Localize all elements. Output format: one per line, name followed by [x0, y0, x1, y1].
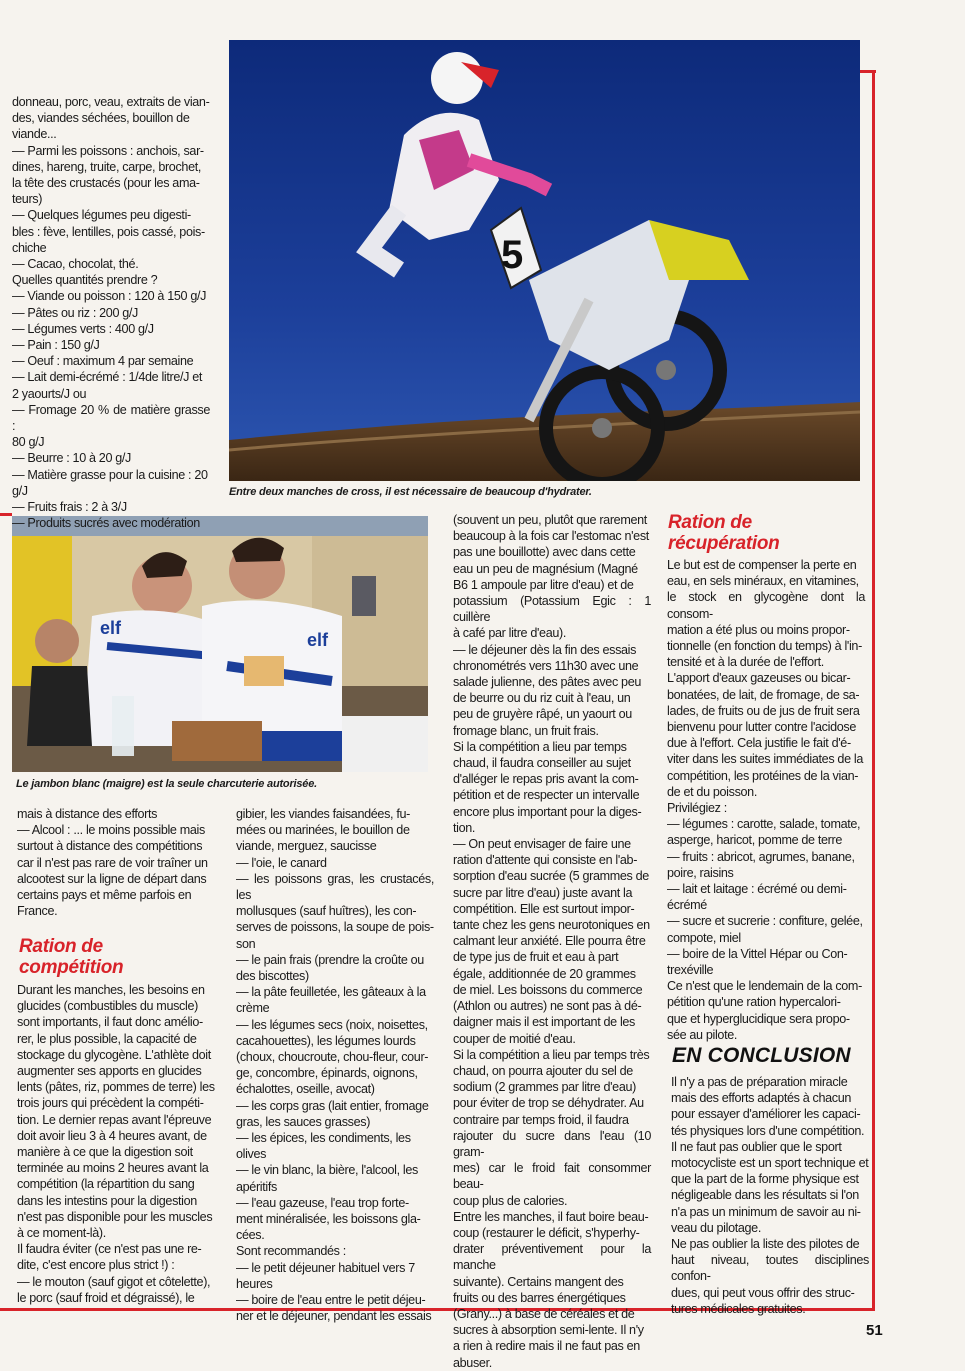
text-line: — l'oie, le canard [236, 855, 327, 870]
text-line: fromage blanc, un fruit frais. [453, 723, 599, 738]
text-line: teurs) [12, 192, 43, 207]
column-c [453, 512, 651, 1371]
text-line: serves de poissons, la soupe de pois- [236, 920, 434, 935]
column-a-competition [17, 982, 215, 1306]
text-line: à café par litre d'eau). [453, 626, 567, 641]
text-line: de type jus de fruit et eau à part [453, 950, 619, 965]
text-line: drater préventivement pour la manche [453, 1242, 651, 1273]
text-line: — les légumes secs (noix, noisettes, [236, 1017, 428, 1032]
text-line: coup plus de calories. [453, 1193, 568, 1208]
text-line: à ce moment-là). [17, 1226, 106, 1241]
text-line: n'a pas un minimum de savoir au ni- [671, 1204, 861, 1219]
text-line: — On peut envisager de faire une [453, 837, 631, 852]
text-line: potassium (Potassium Egic : 1 cuillère [453, 594, 651, 625]
column-d [667, 557, 865, 1043]
text-line: apéritifs [236, 1179, 277, 1194]
text-line: veau du pilotage. [671, 1220, 761, 1235]
text-line: — les corps gras (lait entier, fromage [236, 1098, 429, 1113]
text-line: — le mouton (sauf gigot et côtelette), [17, 1274, 211, 1289]
text-line: sucre par litre d'eau) juste avant la [453, 885, 633, 900]
text-line: tante chez les gens neurotoniques en [453, 918, 650, 933]
motocross-illustration [229, 40, 860, 481]
text-line: augmenter ses apports en glucides [17, 1064, 202, 1079]
text-line: tures médicales gratuites. [671, 1301, 806, 1316]
text-line: olives [236, 1147, 267, 1162]
text-line: pas une bouillotte) avec dans cette [453, 545, 636, 560]
page-number: 51 [866, 1322, 883, 1339]
text-line: donneau, porc, veau, extraits de vian- [12, 95, 210, 109]
text-line: poire, raisins [667, 865, 734, 880]
text-line: gibier, les viandes faisandées, fu- [236, 807, 410, 821]
text-line: que la part de la forme physique est [671, 1172, 859, 1187]
text-line: — le déjeuner dès la fin des essais [453, 642, 637, 657]
text-line: — Lait demi-écrémé : 1/4de litre/J et [12, 370, 203, 385]
text-line: — Beurre : 10 à 20 g/J [12, 451, 132, 466]
text-line: — Légumes verts : 400 g/J [12, 321, 154, 336]
text-line: mées ou marinées, le bouillon de [236, 823, 410, 838]
column-a-bottom [17, 806, 215, 919]
caption-riders: Le jambon blanc (maigre) est la seule charcuterie autorisée. [16, 778, 318, 790]
text-line: de beurre ou du riz cuit à l'eau, un [453, 691, 631, 706]
text-line: (choux, choucroute, chou-fleur, cour- [236, 1050, 429, 1065]
text-line: Le but est de compenser la perte en [667, 558, 857, 572]
text-line: ration d'attente qui consiste en l'ab- [453, 853, 638, 868]
text-line: L'apport d'eaux gazeuses ou bicar- [667, 671, 851, 686]
heading-competition [19, 936, 123, 978]
motocross-photo [229, 40, 860, 481]
text-line: — Quelques légumes peu digesti- [12, 208, 191, 223]
text-line: — Produits sucrés avec modération [12, 516, 200, 531]
column-d-conclusion [671, 1074, 869, 1317]
text-line: suivante). Certains mangent des [453, 1274, 624, 1289]
text-line: d'alléger le repas pris avant la com- [453, 772, 639, 787]
text-line: — légumes : carotte, salade, tomate, [667, 817, 861, 832]
text-line: abuser. [453, 1355, 492, 1370]
text-line: lents (pâtes, riz, pommes de terre) les [17, 1080, 215, 1095]
text-line: pétition et de respecter un intervalle [453, 788, 640, 803]
text-line: — lait et laitage : écrémé ou demi- [667, 882, 847, 897]
text-line: — le pain frais (prendre la croûte ou [236, 952, 424, 967]
text-line: — Pain : 150 g/J [12, 338, 100, 353]
text-line: compétition (la répartition du sang [17, 1177, 195, 1192]
text-line: fruits ou des barres énergétiques [453, 1290, 626, 1305]
text-line: ner et le déjeuner, pendant les essais [236, 1309, 432, 1324]
text-line: ment minéralisée, les boissons gla- [236, 1212, 421, 1227]
text-line: — Alcool : ... le moins possible mais [17, 823, 205, 838]
text-line: certains pays et même parfois en [17, 888, 192, 903]
text-line: contraire par temps froid, il faudra [453, 1112, 629, 1127]
text-line: des biscottes) [236, 969, 309, 984]
text-line: égale, additionnée de 20 grammes [453, 966, 636, 981]
text-line: (Grany...) à base de céréales et de [453, 1306, 635, 1321]
text-line: salade julienne, des pâtes avec peu [453, 675, 641, 690]
text-line: Il n'y a pas de préparation miracle [671, 1075, 848, 1089]
text-line: B6 1 ampoule par litre d'eau) et de [453, 577, 634, 592]
text-line: compétition. Elle est surtout impor- [453, 901, 635, 916]
text-line: encore plus important pour la diges- [453, 804, 642, 819]
text-line: chronométrés vers 11h30 avec une [453, 658, 639, 673]
heading-line: compétition [19, 957, 124, 978]
text-line: due à l'effort. Cela justifie le fait d'é- [667, 736, 851, 751]
column-a-top [12, 94, 210, 531]
text-line: (souvent un peu, plutôt que rarement [453, 513, 647, 527]
text-line: chaud, on pourra ajouter du sel de [453, 1063, 633, 1078]
text-line: bonatées, de lait, de fromage, de sa- [667, 687, 860, 702]
text-line: terminée au moins 2 heures avant la [17, 1161, 209, 1176]
text-line: des, viandes séchées, bouillon de [12, 111, 190, 126]
text-line: sorption d'eau sucrée (5 grammes de [453, 869, 649, 884]
text-line: — Oeuf : maximum 4 par semaine [12, 354, 194, 369]
text-line: — Pâtes ou riz : 200 g/J [12, 305, 138, 320]
text-line: sée au pilote. [667, 1027, 738, 1042]
text-line: tion. [453, 820, 476, 835]
text-line: sont importants, il faut donc amélio- [17, 1015, 203, 1030]
text-line: rer, le plus possible, la capacité de [17, 1031, 197, 1046]
text-line: lades, de fruits ou de jus de fruit sera [667, 703, 860, 718]
text-line: négligeable dans les résultats si l'on [671, 1188, 859, 1203]
text-line: n'est pas disponible pour les muscles [17, 1209, 213, 1224]
text-line: — fruits : abricot, agrumes, banane, [667, 849, 855, 864]
text-line: bienvenu pour lutter contre l'acidose [667, 720, 856, 735]
text-line: a rien à redire mais il ne faut pas en [453, 1339, 640, 1354]
text-line: alcootest sur la ligne de départ dans [17, 871, 207, 886]
bike-number: 5 [501, 233, 524, 277]
text-line: daigner mais il est important de les [453, 1015, 635, 1030]
text-line: ge, concombre, épinards, oignons, [236, 1066, 418, 1081]
column-b [236, 806, 434, 1325]
heading-conclusion: EN CONCLUSION [672, 1044, 851, 1067]
text-line: — le vin blanc, la bière, l'alcool, les [236, 1163, 418, 1178]
svg-text:elf: elf [100, 618, 122, 638]
heading-line: Ration de [19, 936, 103, 957]
text-line: — Parmi les poissons : anchois, sar- [12, 143, 204, 158]
frame-line-right [872, 70, 875, 1310]
text-line: heures [236, 1276, 273, 1291]
text-line: mollusques (sauf huîtres), les con- [236, 904, 417, 919]
text-line: coup (restaurer le déficit, s'hyperhy- [453, 1225, 640, 1240]
text-line: dite, c'est encore plus strict !) : [17, 1258, 175, 1273]
text-line: mais à distance des efforts [17, 807, 158, 821]
text-line: — le petit déjeuner habituel vers 7 [236, 1260, 415, 1275]
text-line: sucres à absorption semi-lente. Il n'y [453, 1323, 644, 1338]
text-line: son [236, 936, 256, 951]
text-line: viter dans les suites immédiates de la [667, 752, 863, 767]
text-line: — boire de l'eau entre le petit déjeu- [236, 1293, 426, 1308]
text-line: Ce n'est que le lendemain de la com- [667, 979, 862, 994]
text-line: le porc (sauf froid et dégraissé), le [17, 1290, 195, 1305]
text-line: Il faudra éviter (ce n'est pas une re- [17, 1242, 202, 1257]
text-line: — Fruits frais : 2 à 3/J [12, 500, 127, 515]
text-line: pour éviter de trop se déhydrater. Au [453, 1096, 644, 1111]
text-line: mation a été plus ou moins propor- [667, 622, 850, 637]
text-line: dues, qui peut vous offrir des struc- [671, 1285, 855, 1300]
text-line: eau, en sels minéraux, en vitamines, [667, 574, 859, 589]
text-line: tion. Le dernier repas avant l'épreuve [17, 1112, 212, 1127]
riders-illustration [12, 516, 428, 772]
text-line: mes) car le froid fait consommer beau- [453, 1161, 651, 1192]
text-line: crème [236, 1001, 270, 1016]
text-line: cacahouettes), les légumes lourds [236, 1033, 416, 1048]
heading-line: Ration de [668, 512, 752, 533]
text-line: motocycliste est un sport technique et [671, 1156, 869, 1171]
text-line: surtout à distance des compétitions [17, 839, 203, 854]
text-line: France. [17, 904, 58, 919]
text-line: — boire de la Vittel Hépar ou Con- [667, 946, 848, 961]
riders-photo [12, 516, 428, 772]
text-line: le stock en glycogène dont la consom- [667, 590, 865, 621]
text-line: — Fromage 20 % de matière grasse : [12, 402, 210, 434]
text-line: bles : fève, lentilles, pois cassé, pois- [12, 224, 205, 239]
text-line: dans les intestins pour la digestion [17, 1193, 197, 1208]
text-line: (Athlon ou autres) ne sont pas à dé- [453, 999, 642, 1014]
text-line: pour essayer d'améliorer les capaci- [671, 1107, 861, 1122]
text-line: compétition, les protéines de la vian- [667, 768, 859, 783]
text-line: trexéville [667, 963, 714, 978]
text-line: tés physiques lors d'une compétition. [671, 1123, 865, 1138]
text-line: stockage du glycogène. L'athlète doit [17, 1047, 211, 1062]
text-line: calmant leur anxiété. Elle pourra être [453, 934, 646, 949]
text-line: glucides (combustibles du muscle) [17, 999, 198, 1014]
text-line: tensité et à la durée de l'effort. [667, 655, 824, 670]
text-line: Il ne faut pas oublier que le sport [671, 1139, 842, 1154]
text-line: eau un peu de magnésium (Magné [453, 561, 638, 576]
text-line: viande, merguez, saucisse [236, 839, 377, 854]
text-line: — Viande ou poisson : 120 à 150 g/J [12, 289, 207, 304]
text-line: — sucre et sucrerie : confiture, gelée, [667, 914, 863, 929]
text-line: de et du poisson. [667, 784, 757, 799]
text-line: Quelles quantités prendre ? [12, 273, 158, 288]
text-line: — Cacao, chocolat, thé. [12, 257, 139, 272]
text-line: Si la compétition a lieu par temps très [453, 1047, 650, 1062]
text-line: chaud, il faudra conseiller au sujet [453, 756, 631, 771]
text-line: viande... [12, 127, 57, 142]
heading-recuperation [668, 512, 780, 554]
text-line: mais des efforts adaptés à chacun [671, 1091, 852, 1106]
text-line: Sont recommandés : [236, 1244, 346, 1259]
svg-text:elf: elf [307, 630, 329, 650]
text-line: — les épices, les condiments, les [236, 1131, 411, 1146]
text-line: — la pâte feuilletée, les gâteaux à la [236, 985, 426, 1000]
text-line: écrémé [667, 898, 707, 913]
text-line: cées. [236, 1228, 265, 1243]
text-line: — l'eau gazeuse, l'eau trop forte- [236, 1195, 409, 1210]
text-line: de miel. Les boissons du commerce [453, 982, 643, 997]
text-line: couper de moitié d'eau. [453, 1031, 576, 1046]
text-line: car il n'est pas rare de voir traîner un [17, 855, 208, 870]
text-line: — les poissons gras, les crustacés, les [236, 871, 434, 903]
text-line: 80 g/J [12, 435, 45, 450]
text-line: g/J [12, 483, 28, 498]
text-line: Privilégiez : [667, 801, 727, 816]
caption-motocross: Entre deux manches de cross, il est nécessaire de beaucoup d'hydrater. [229, 486, 592, 498]
text-line: manière à ce que la digestion soit [17, 1145, 193, 1160]
text-line: rajouter du sucre dans l'eau (10 gram- [453, 1128, 651, 1159]
text-line: que et hyperglucidique sera propo- [667, 1011, 850, 1026]
text-line: gras, les sauces grasses) [236, 1114, 371, 1129]
text-line: peu de gruyère râpé, un yaourt ou [453, 707, 632, 722]
text-line: haut niveau, toutes disciplines confon- [671, 1253, 869, 1284]
text-line: beaucoup à la fois car l'estomac n'est [453, 529, 649, 544]
text-line: — Matière grasse pour la cuisine : 20 [12, 467, 208, 482]
text-line: dines, hareng, truite, carpe, brochet, [12, 159, 202, 174]
text-line: Ne pas oublier la liste des pilotes de [671, 1237, 860, 1252]
frame-line-mid [0, 513, 12, 516]
text-line: asperge, haricot, pomme de terre [667, 833, 843, 848]
text-line: échalottes, oseille, avocat) [236, 1082, 375, 1097]
text-line: la tête des crustacés (pour les ama- [12, 176, 200, 191]
text-line: tionnelle (en fonction du temps) à l'in- [667, 639, 862, 654]
text-line: trois jours qui précèdent la compéti- [17, 1096, 204, 1111]
text-line: 2 yaourts/J ou [12, 386, 87, 401]
text-line: doit avoir lieu 3 à 4 heures avant, de [17, 1128, 207, 1143]
text-line: Durant les manches, les besoins en [17, 983, 205, 997]
text-line: Si la compétition a lieu par temps [453, 739, 627, 754]
text-line: sodium (2 grammes par litre d'eau) [453, 1080, 636, 1095]
text-line: Entre les manches, il faut boire beau- [453, 1209, 649, 1224]
text-line: compote, miel [667, 930, 741, 945]
text-line: pétition qu'une ration hypercalori- [667, 995, 841, 1010]
text-line: chiche [12, 240, 47, 255]
heading-line: récupération [668, 533, 780, 554]
